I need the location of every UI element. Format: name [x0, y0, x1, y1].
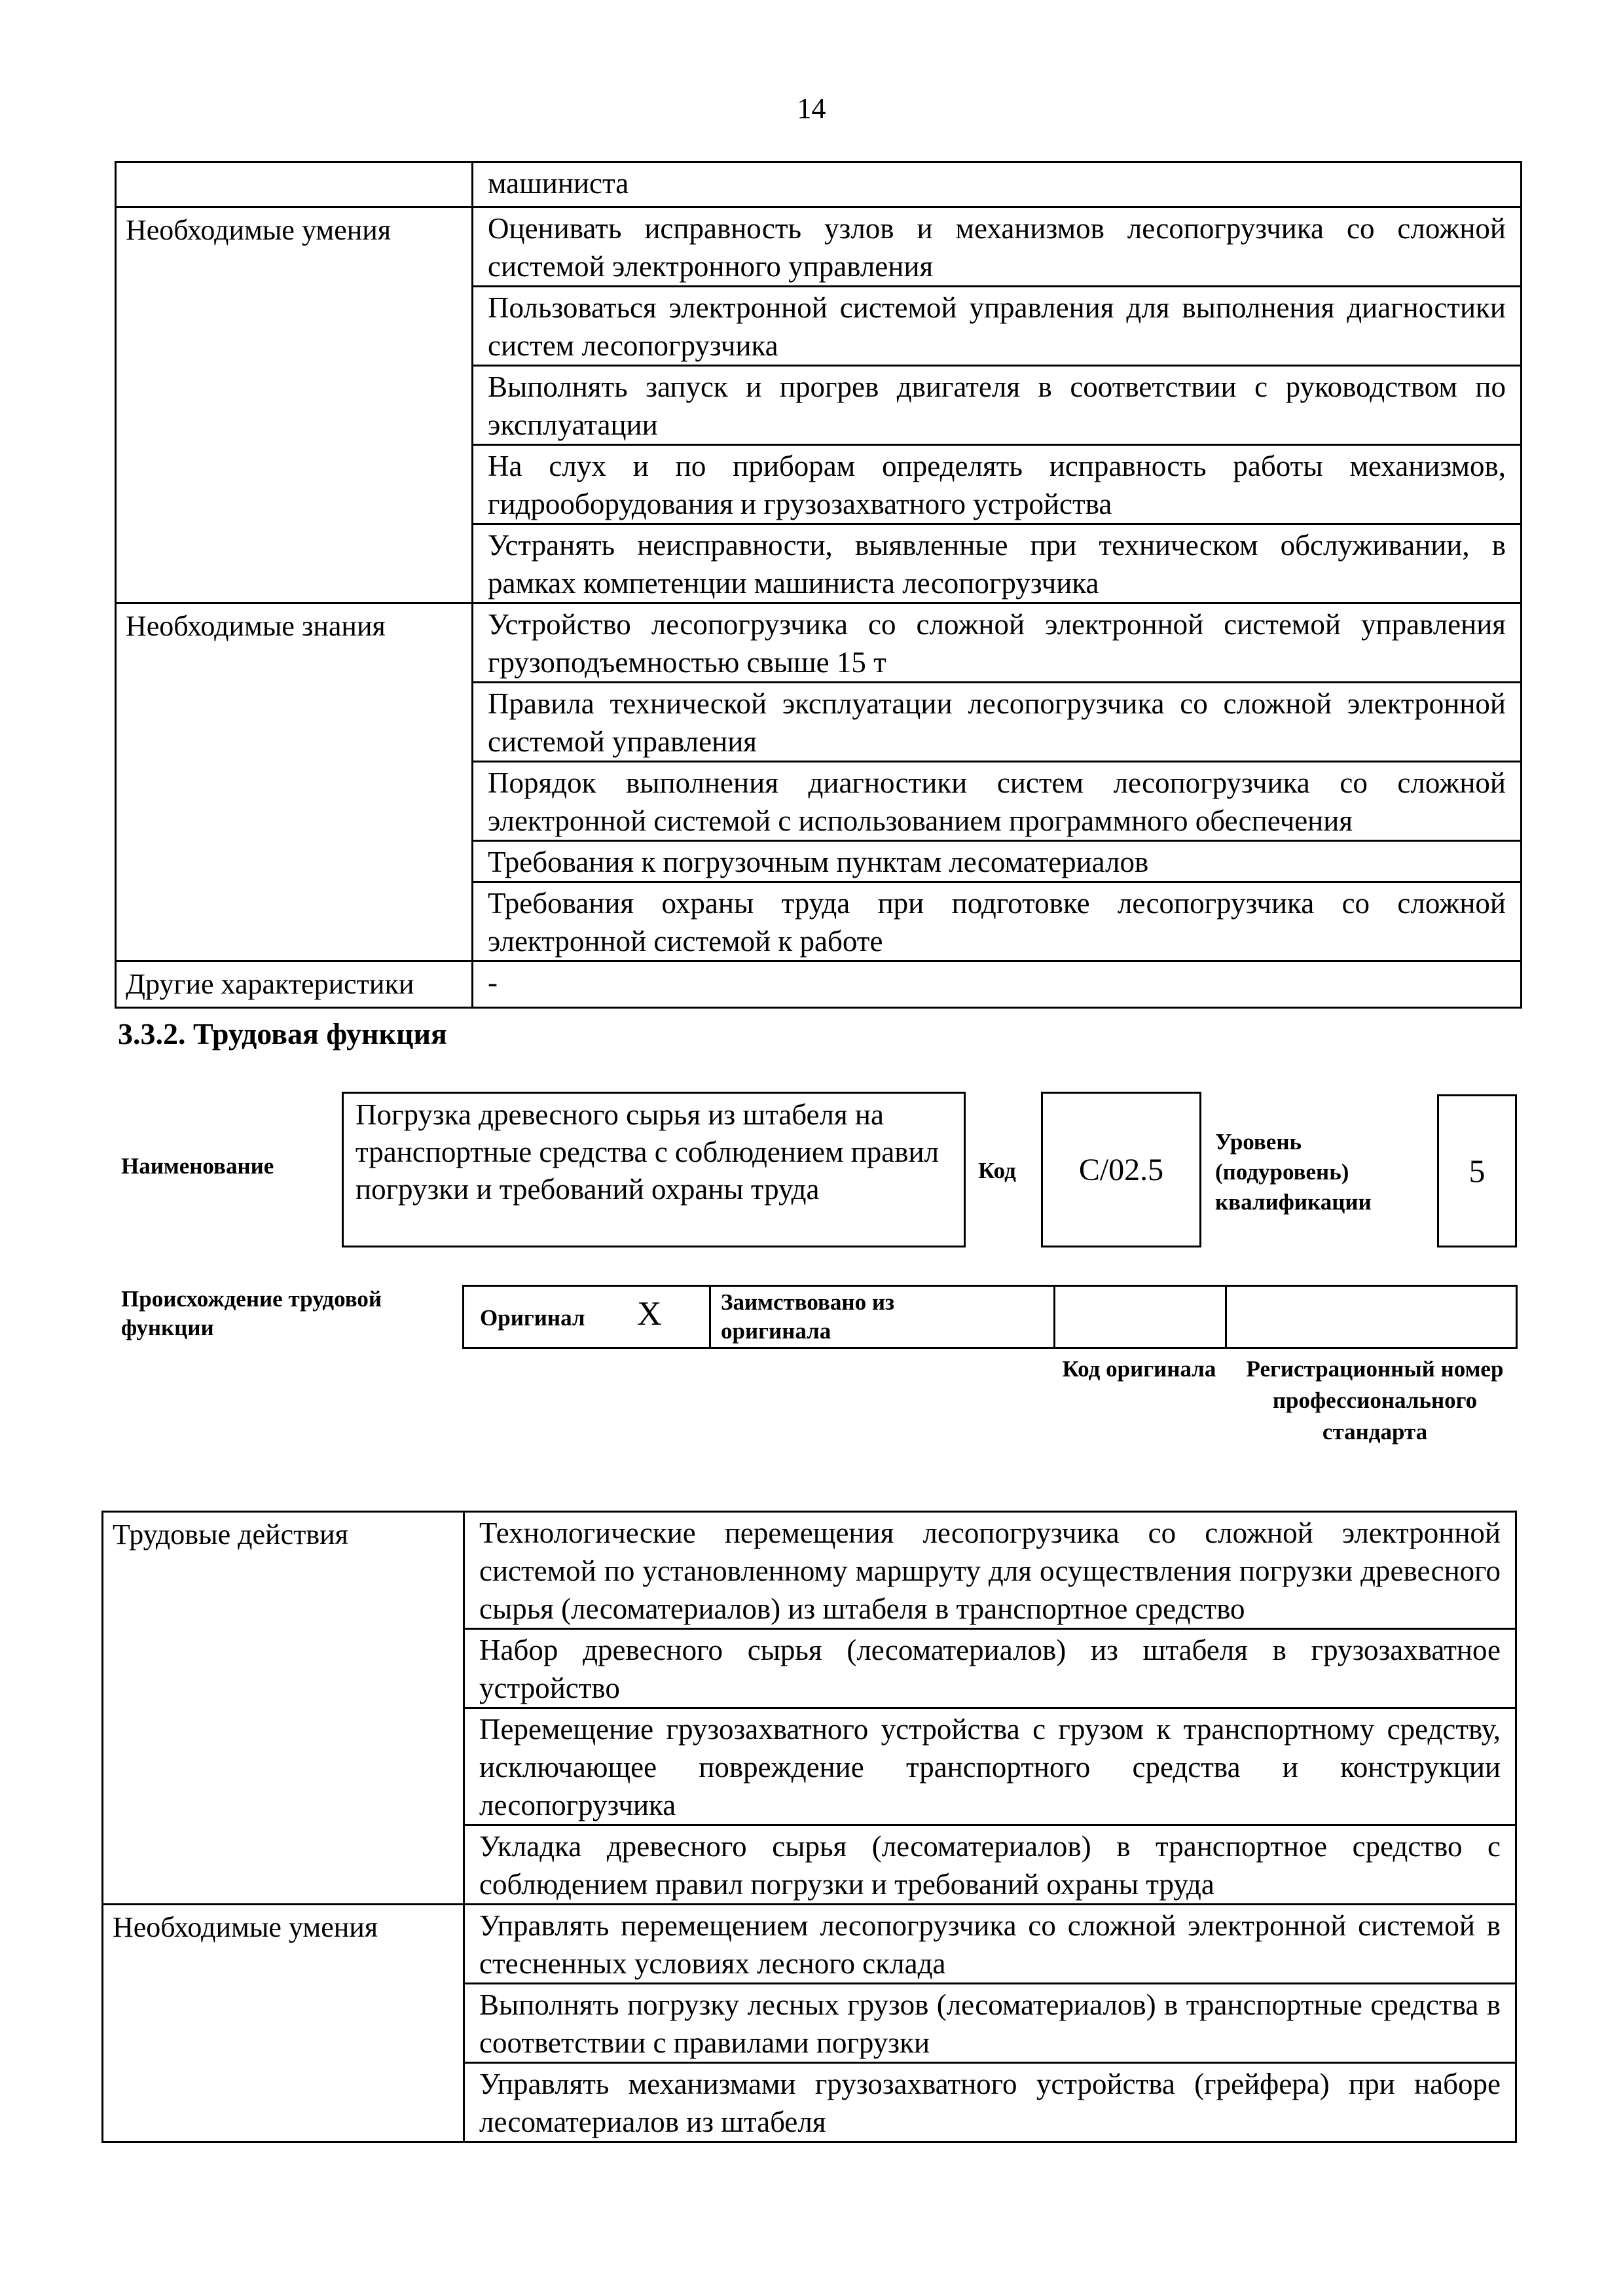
row-value: Перемещение грузозахватного устройства с грузом к транспортному средству, исключающее повреждение транспортного средства и конструкции лесопогрузчика — [464, 1708, 1516, 1825]
code-box: C/02.5 — [1041, 1092, 1201, 1247]
original-label: Оригинал — [480, 1305, 585, 1331]
row-value: Устройство лесопогрузчика со сложной электронной системой управления грузоподъемностью свыше 15 т — [473, 603, 1522, 683]
row-value: На слух и по приборам определять исправность работы механизмов, гидрооборудования и грузозахватного устройства — [473, 445, 1522, 524]
competency-table-continued — [115, 161, 1522, 1009]
row-label-required-skills: Необходимые умения — [103, 1905, 464, 2142]
row-value: Правила технической эксплуатации лесопогрузчика со сложной электронной системой управления — [473, 683, 1522, 762]
function-name-box: Погрузка древесного сырья из штабеля на транспортные средства с соблюдением правил погрузки и требований охраны труда — [342, 1092, 966, 1247]
table-row — [103, 1905, 1516, 1984]
row-value: машиниста — [473, 162, 1522, 207]
row-value: Пользоваться электронной системой управления для выполнения диагностики систем лесопогрузчика — [473, 287, 1522, 366]
registration-number-caption: Регистрационный номер профессионального стандарта — [1246, 1356, 1504, 1444]
divider — [1053, 1287, 1055, 1347]
divider — [1225, 1287, 1227, 1347]
table-row — [116, 603, 1522, 683]
row-value: Порядок выполнения диагностики систем лесопогрузчика со сложной электронной системой с использованием программного обеспечения — [473, 762, 1522, 841]
row-value: Набор древесного сырья (лесоматериалов) из штабеля в грузозахватное устройство — [464, 1629, 1516, 1708]
table-row — [116, 961, 1522, 1008]
labor-function-table — [101, 1511, 1517, 2143]
row-value: Технологические перемещения лесопогрузчика со сложной электронной системой по установленному маршруту для осуществления погрузки древесного сырья (лесоматериалов) из штабеля в транспортное средство — [464, 1512, 1516, 1629]
row-value: Устранять неисправности, выявленные при техническом обслуживании, в рамках компетенции машиниста лесопогрузчика — [473, 524, 1522, 603]
name-label: Наименование — [121, 1153, 274, 1179]
origin-label: Происхождение трудовой функции — [121, 1286, 382, 1340]
section-title: 3.3.2. Трудовая функция — [118, 1017, 447, 1050]
row-value: Управлять перемещением лесопогрузчика со сложной электронной системой в стесненных условиях лесного склада — [464, 1905, 1516, 1984]
row-label-labor-actions: Трудовые действия — [103, 1512, 464, 1905]
row-label-empty — [116, 162, 473, 207]
row-label-required-knowledge: Необходимые знания — [116, 603, 473, 961]
row-value: Оценивать исправность узлов и механизмов лесопогрузчика со сложной системой электронного управления — [473, 207, 1522, 287]
table-row — [103, 1512, 1516, 1629]
code-original-caption: Код оригинала — [1062, 1356, 1216, 1382]
code-label: Код — [978, 1158, 1016, 1183]
row-value: Управлять механизмами грузозахватного устройства (грейфера) при наборе лесоматериалов из штабеля — [464, 2063, 1516, 2142]
row-value: Требования охраны труда при подготовке лесопогрузчика со сложной электронной системой к работе — [473, 882, 1522, 961]
table-row — [116, 162, 1522, 207]
row-value: Выполнять погрузку лесных грузов (лесоматериалов) в транспортные средства в соответствии с правилами погрузки — [464, 1984, 1516, 2063]
table-row — [116, 207, 1522, 287]
level-box: 5 — [1437, 1094, 1517, 1247]
original-mark: X — [637, 1295, 662, 1333]
row-value: Укладка древесного сырья (лесоматериалов) в транспортное средство с соблюдением правил погрузки и требований охраны труда — [464, 1825, 1516, 1905]
row-value: Выполнять запуск и прогрев двигателя в соответствии с руководством по эксплуатации — [473, 366, 1522, 445]
origin-table — [462, 1285, 1518, 1349]
row-value: Требования к погрузочным пунктам лесоматериалов — [473, 841, 1522, 882]
row-label-required-skills: Необходимые умения — [116, 207, 473, 603]
level-label: Уровень (подуровень) квалификации — [1215, 1129, 1372, 1215]
page-number: 14 — [797, 92, 826, 124]
row-value: - — [473, 961, 1522, 1008]
borrowed-label: Заимствовано из оригинала — [721, 1289, 895, 1344]
divider — [709, 1287, 711, 1347]
row-label-other-characteristics: Другие характеристики — [116, 961, 473, 1008]
